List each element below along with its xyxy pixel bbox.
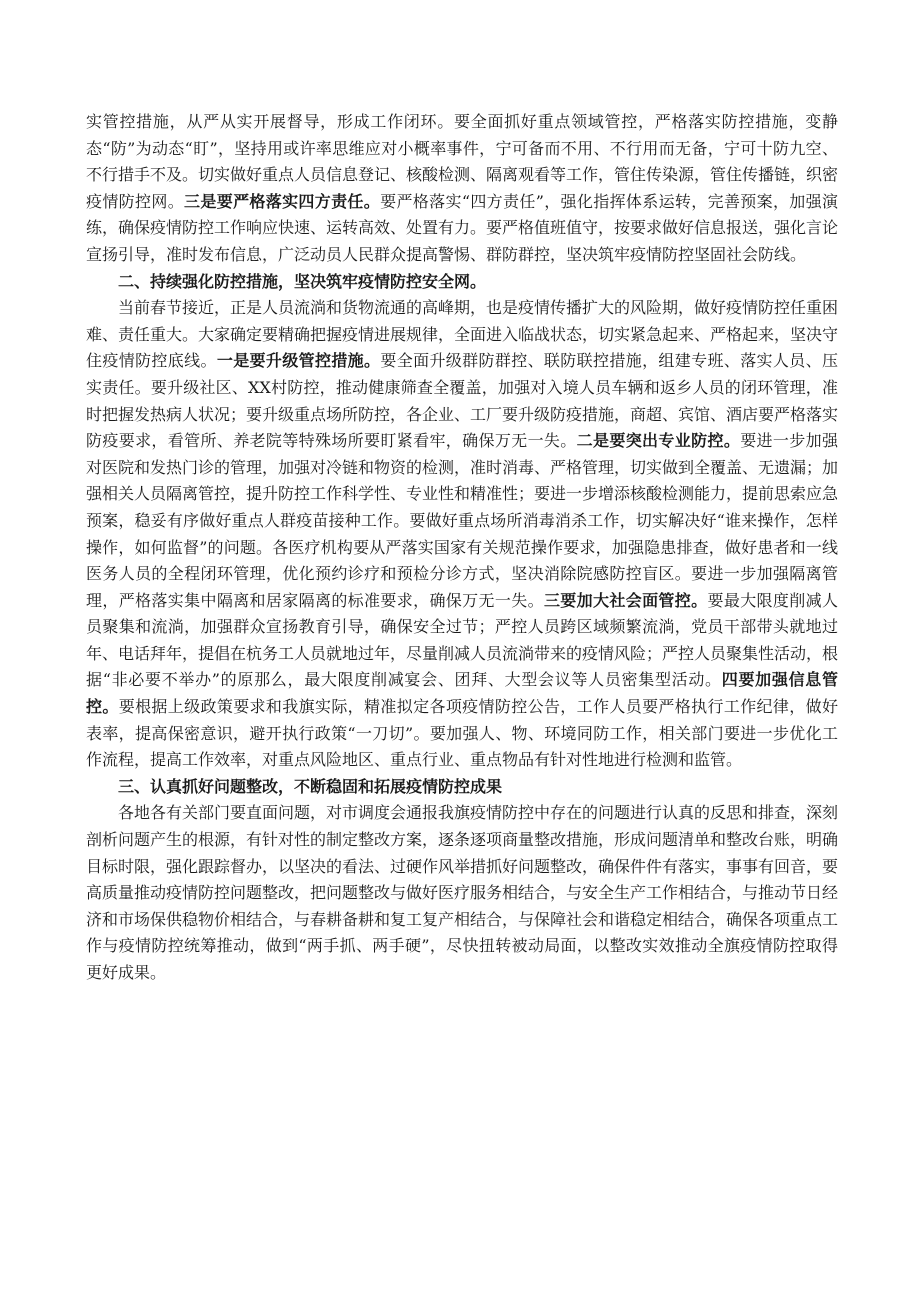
paragraph-3 [86, 800, 838, 986]
section-heading-3: 三、认真抓好问题整改，不断稳固和拓展疫情防控成果 [118, 776, 503, 796]
p2-text-5: 要根据上级政策要求和我旗实际，精准拟定各项疫情防控公告，工作人员要严格执行工作纪律，做好表率，提高保密意识，避开执行政策“一刀切”。要加强人、物、环境同防工作，相关部门要进一步优化工作流程，提高工作效率，对重点风险地区、重点行业、重点物品有针对性地进行检测和监管。 [86, 697, 838, 770]
paragraph-1 [86, 109, 838, 269]
p1-bold-duty-heading: 三是要严格落实四方责任。 [184, 191, 381, 211]
p2-bold-2: 二是要突出专业防控。 [576, 431, 741, 451]
p2-text-1: 当前春节接近，正是人员流淌和货物流通的高峰期，也是疫情传播扩大的风险期，做好疫情防控任重困难、责任重大。大家确定要精确把握疫情进展规律，全面进入临战状态，切实紧急起来、严格起来，坚决守住疫情防控底线。 [86, 298, 839, 371]
p1-text-2: 要严格落实“四方责任”，强化指挥体系运转，完善预案，加强演练，确保疫情防控工作响应快速、运转高效、处置有力。要严格值班值守，按要求做好信息报送，强化言论宣扬引导，准时发布信息，广泛动员人民群众提高警惕、群防群控，坚决筑牢疫情防控坚固社会防线。 [86, 191, 839, 264]
p2-bold-3: 三要加大社会面管控。 [543, 590, 708, 610]
p2-bold-4: 四要加强信息管控。 [86, 670, 838, 717]
p2-text-4: 要最大限度削减人员聚集和流淌，加强群众宣扬教育引导，确保安全过节；严控人员跨区域频繁流淌，党员干部带头就地过年、电话拜年，提倡在杭务工人员就地过年，尽量削减人员流淌带来的疫情风险；严控人员聚集性活动，根据“非必要不举办”的原那么，最大限度削减宴会、团拜、大型会议等人员密集型活动。 [86, 590, 839, 690]
p2-text-3: 要进一步加强对医院和发热门诊的管理，加强对冷链和物资的检测，准时消毒、严格管理，切实做到全覆盖、无遗漏；加强相关人员隔离管控，提升防控工作科学性、专业性和精准性；要进一步增添核酸检测能力，提前思索应急预案，稳妥有序做好重点人群疫苗接种工作。要做好重点场所消毒消杀工作，切实解决好“谁来操作，怎样操作，如何监督”的问题。各医疗机构要从严落实国家有关规范操作要求，加强隐患排查，做好患者和一线医务人员的全程闭环管理，优化预约诊疗和预检分诊方式，坚决消除院感防控盲区。要进一步加强隔离管理，严格落实集中隔离和居家隔离的标准要求，确保万无一失。 [86, 431, 839, 610]
p3-text-1: 各地各有关部门要直面问题，对市调度会通报我旗疫情防控中存在的问题进行认真的反思和排查，深刻剖析问题产生的根源，有针对性的制定整改方案，逐条逐项商量整改措施，形成问题清单和整改台账，明确目标时限，强化跟踪督办，以坚决的看法、过硬作风举措抓好问题整改，确保件件有落实，事事有回音，要高质量推动疫情防控问题整改，把问题整改与做好医疗服务相结合，与安全生产工作相结合，与推动节日经济和市场保供稳物价相结合，与春耕备耕和复工复产相结合，与保障社会和谐稳定相结合，确保各项重点工作与疫情防控统筹推动，做到“两手抓、两手硬”，尽快扭转被动局面，以整改实效推动全旗疫情防控取得更好成果。 [86, 803, 839, 982]
paragraph-2 [86, 295, 838, 774]
document-body [86, 109, 838, 987]
p1-text-1: 实管控措施，从严从实开展督导，形成工作闭环。要全面抓好重点领域管控，严格落实防控措施，变静态“防”为动态“盯”，坚持用或许率思维应对小概率事件，宁可备而不用、不行用而无备，宁可十防九空、不行措手不及。切实做好重点人员信息登记、核酸检测、隔离观看等工作，管住传染源，管住传播链，织密疫情防控网。 [86, 112, 839, 211]
p2-text-2: 要全面升级群防群控、联防联控措施，组建专班、落实人员、压实责任。要升级社区、XX村防控，推动健康筛查全覆盖，加强对入境人员车辆和返乡人员的闭环管理，准时把握发热病人状况；要升级重点场所防控，各企业、工厂要升级防疫措施，商超、宾馆、酒店要严格落实防疫要求，看管所、养老院等特殊场所要盯紧看牢，确保万无一失。 [86, 351, 839, 451]
section-heading-2: 二、持续强化防控措施，坚决筑牢疫情防控安全网。 [118, 271, 487, 291]
p2-bold-1: 一是要升级管控措施。 [216, 351, 381, 371]
